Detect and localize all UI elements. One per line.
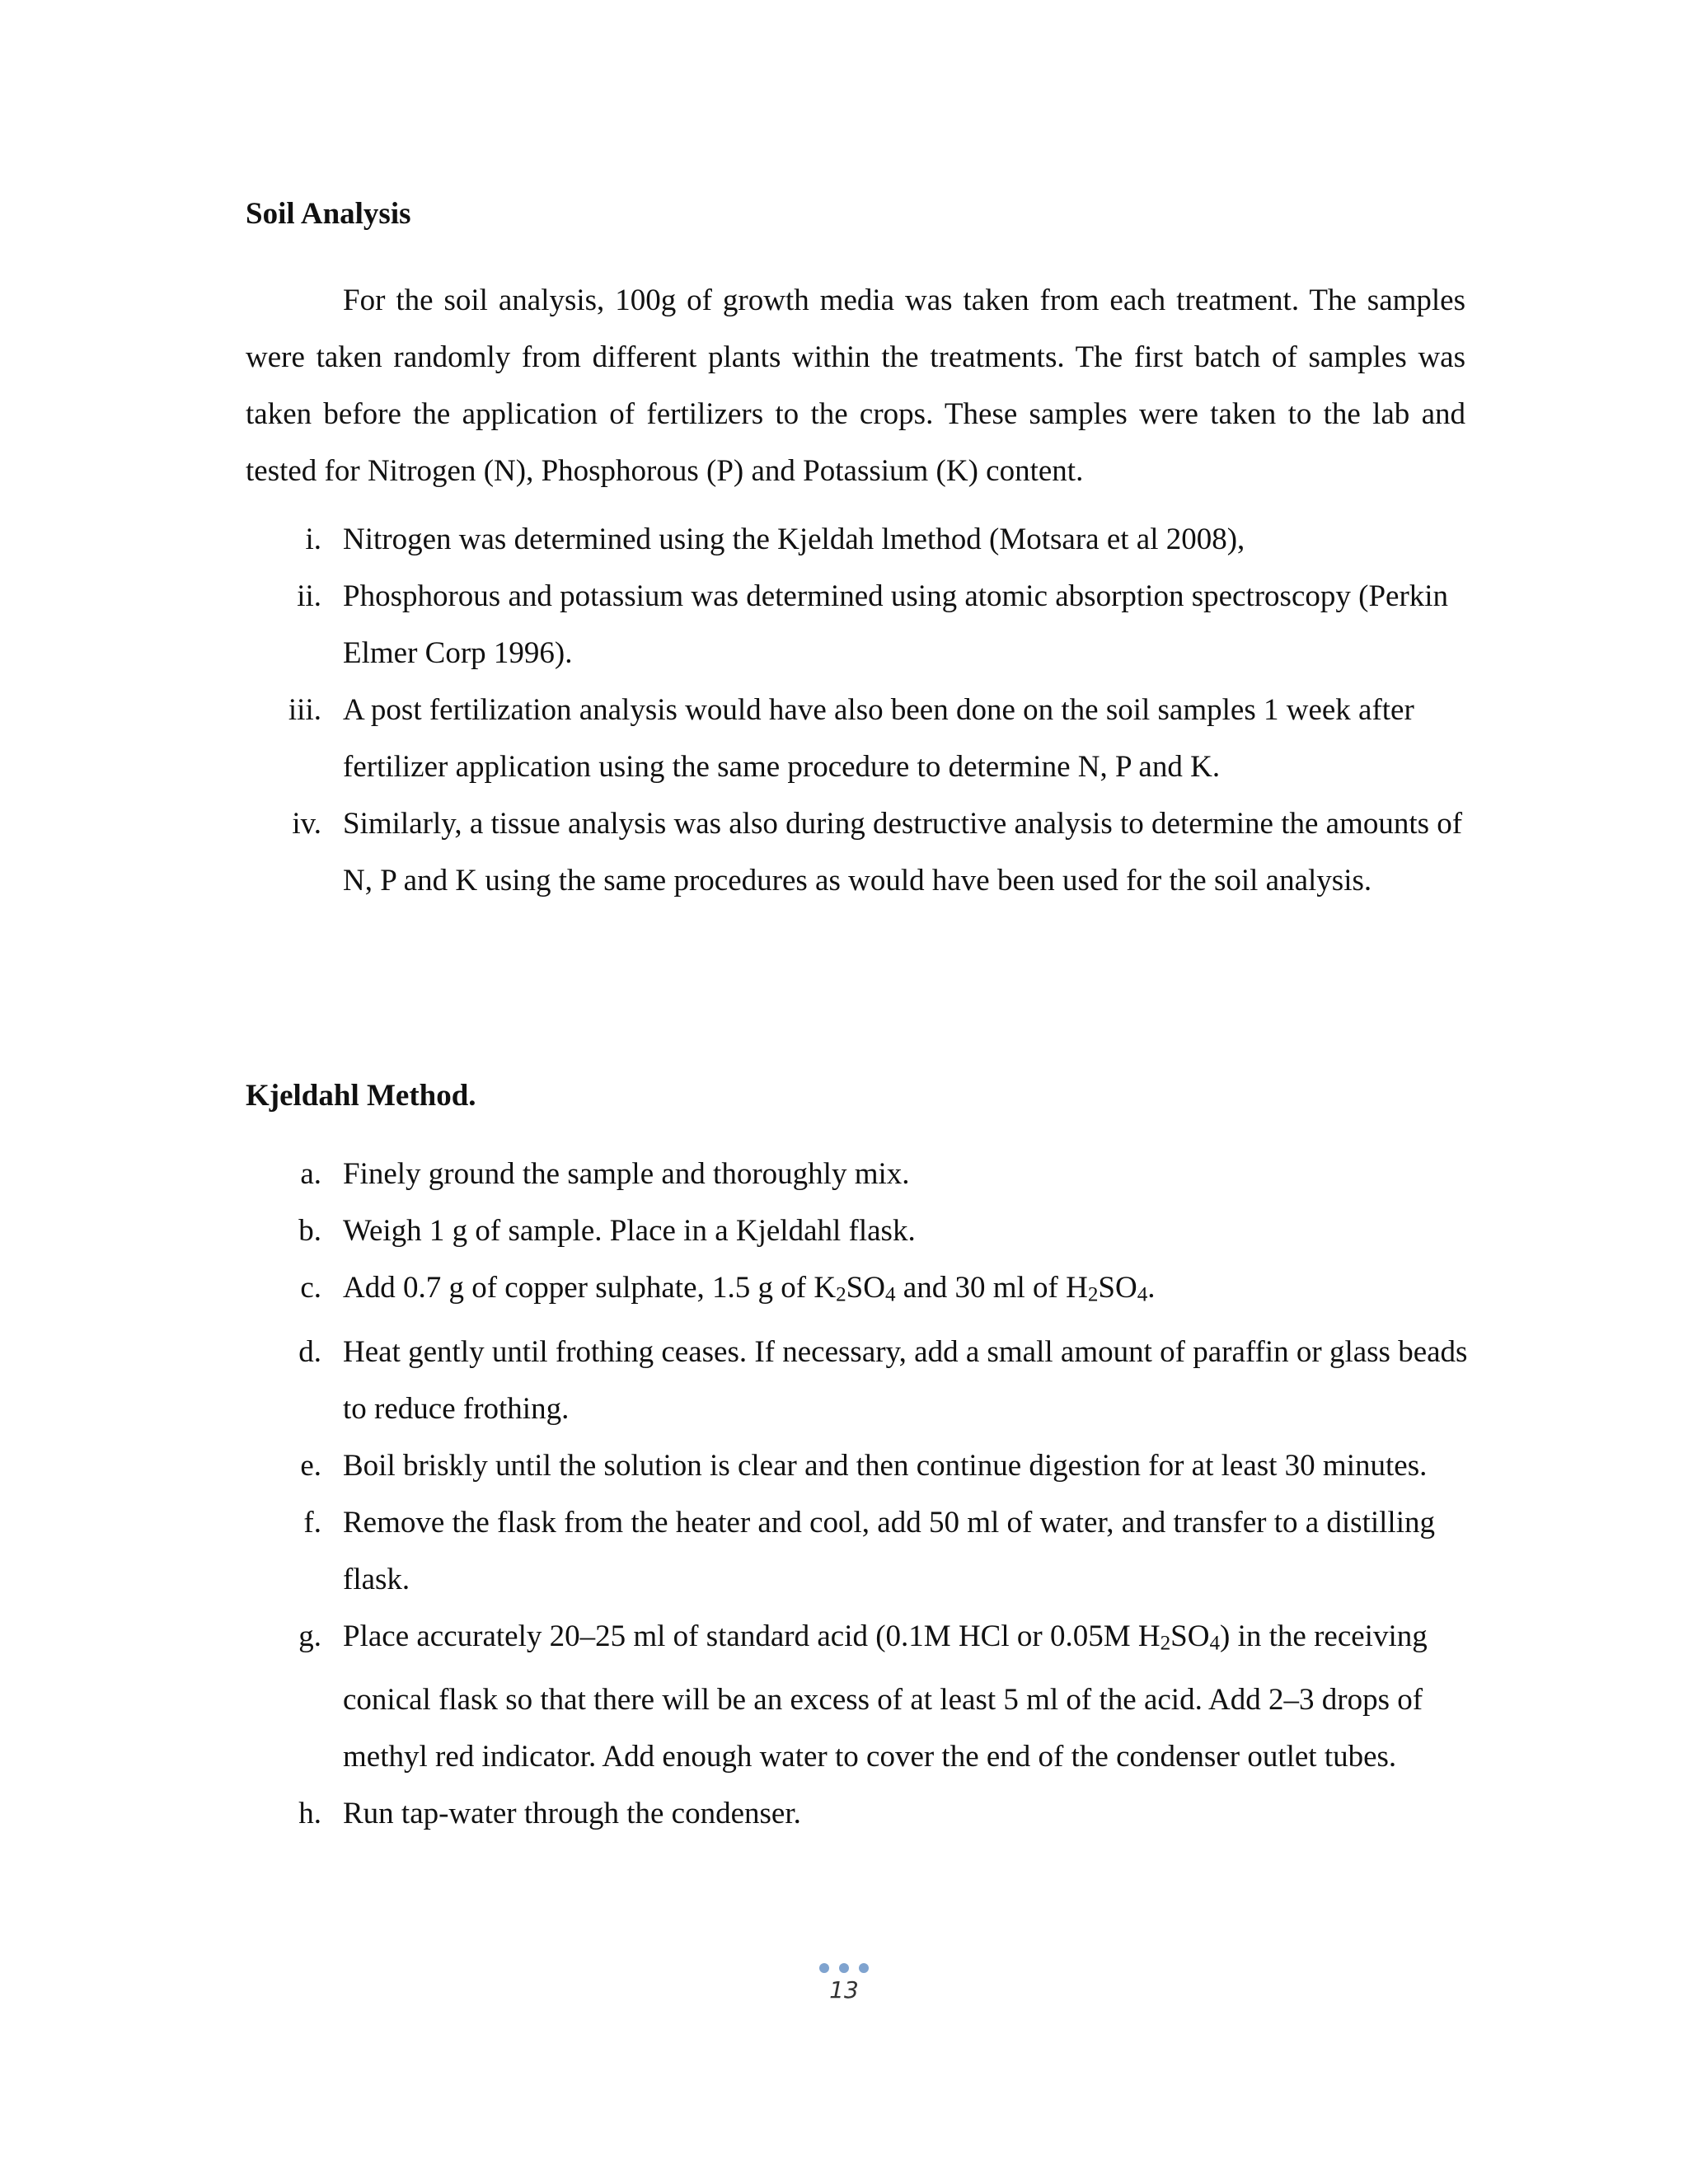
text-run: SO [1170, 1619, 1210, 1653]
subscript: 2 [836, 1283, 846, 1306]
list-item [246, 1324, 1482, 1437]
page-footer [0, 1963, 1688, 2004]
text-run: Add 0.7 g of copper sulphate, 1.5 g of K [343, 1271, 837, 1305]
dot-icon [819, 1963, 829, 1973]
list-marker: iii. [288, 693, 321, 727]
list-marker: b. [298, 1214, 321, 1248]
list-item [246, 1494, 1482, 1608]
list-item [246, 1146, 1482, 1202]
list-item [246, 1608, 1482, 1786]
list-item [246, 1437, 1482, 1494]
list-item [246, 1202, 1482, 1259]
list-marker: ii. [297, 579, 321, 613]
subscript: 4 [1137, 1283, 1148, 1306]
subscript: 2 [1160, 1632, 1171, 1655]
list-marker: a. [300, 1157, 321, 1191]
subscript: 4 [1209, 1632, 1221, 1655]
soil-analysis-list [246, 511, 1482, 909]
text-run: SO [1098, 1271, 1137, 1305]
list-item-text: Boil briskly until the solution is clear and then continue digestion for at least 30 minutes. [343, 1448, 1428, 1483]
list-marker: i. [305, 523, 321, 556]
list-item-text: Phosphorous and potassium was determined using atomic absorption spectroscopy (Perkin Elmer Corp 1996). [343, 579, 1449, 670]
list-item [246, 1259, 1482, 1324]
dot-icon [859, 1963, 869, 1973]
list-item-text [343, 1259, 1482, 1324]
list-item-text: Weigh 1 g of sample. Place in a Kjeldahl flask. [343, 1214, 916, 1248]
list-marker: e. [300, 1448, 321, 1483]
list-item [246, 795, 1482, 909]
list-marker: f. [303, 1505, 321, 1540]
list-marker: iv. [292, 807, 321, 841]
list-item-text: A post fertilization analysis would have also been done on the soil samples 1 week after fertilizer application using the same procedure to determine N, P and K. [343, 693, 1414, 784]
list-item-text: Finely ground the sample and thoroughly mix. [343, 1157, 910, 1191]
list-item-text: Heat gently until frothing ceases. If necessary, add a small amount of paraffin or glass beads to reduce frothing. [343, 1334, 1468, 1426]
soil-analysis-heading: Soil Analysis [246, 197, 411, 231]
text-run: Place accurately 20–25 ml of standard acid (0.1M HCl or 0.05M H [343, 1619, 1160, 1653]
list-item-text: Similarly, a tissue analysis was also during destructive analysis to determine the amounts of N, P and K using the same procedures as would have been used for the soil analysis. [343, 807, 1463, 898]
page-number: 13 [829, 1976, 859, 2004]
list-marker: h. [298, 1797, 321, 1831]
text-run: and 30 ml of H [895, 1271, 1088, 1305]
list-item-text: Nitrogen was determined using the Kjeldah lmethod (Motsara et al 2008), [343, 523, 1245, 556]
kjeldahl-steps-list [246, 1146, 1482, 1842]
soil-analysis-paragraph-text: For the soil analysis, 100g of growth media was taken from each treatment. The samples were taken randomly from different plants within the treatments. The first batch of samples was taken before the application of fertilizers to the crops. These samples were taken to the lab and tested for Nitrogen (N), Phosphorous (P) and Potassium (K) content. [246, 284, 1465, 488]
text-run: ) in the receiving conical flask so that there will be an excess of at least 5 ml of the acid. Add 2–3 drops of methyl red indicator. Add enough water to cover the end of the condenser outlet tubes. [343, 1619, 1428, 1774]
kjeldahl-method-heading: Kjeldahl Method. [246, 1079, 476, 1113]
list-marker: d. [298, 1334, 321, 1369]
list-item [246, 568, 1482, 682]
list-marker: c. [300, 1271, 321, 1305]
subscript: 2 [1087, 1283, 1099, 1306]
list-item-text: Run tap-water through the condenser. [343, 1797, 801, 1831]
soil-analysis-paragraph [246, 272, 1465, 499]
text-run: SO [846, 1271, 885, 1305]
footer-dots-decoration [0, 1963, 1688, 1975]
list-item [246, 511, 1482, 568]
text-run: . [1147, 1271, 1156, 1305]
list-marker: g. [298, 1619, 321, 1653]
list-item-text: Remove the flask from the heater and cool, add 50 ml of water, and transfer to a distilling flask. [343, 1505, 1435, 1596]
subscript: 4 [884, 1283, 896, 1306]
dot-icon [839, 1963, 849, 1973]
list-item [246, 1785, 1482, 1842]
list-item-text [343, 1608, 1482, 1786]
list-item [246, 682, 1482, 795]
